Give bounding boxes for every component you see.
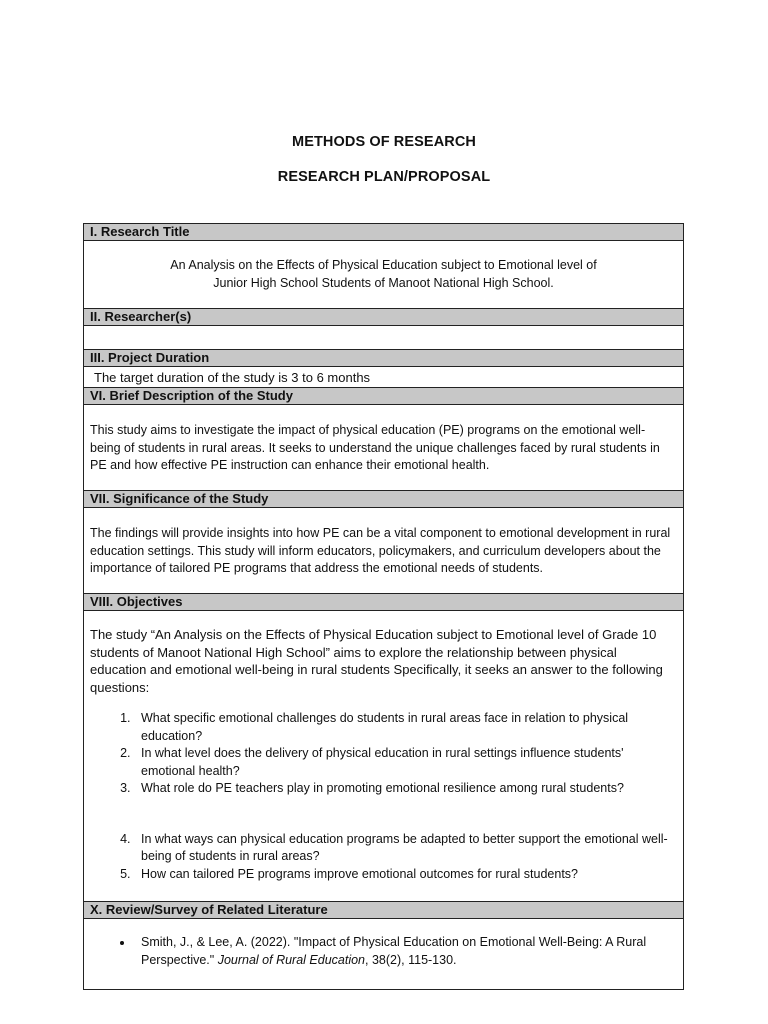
literature-heading: X. Review/Survey of Related Literature: [84, 902, 683, 919]
objectives-intro: The study “An Analysis on the Effects of Physical Education subject to Emotional level of Grade 10 students of Manoot National High School” aims to explore the relationship between physical education and emotional well-being in rural students Specifically, it seeks an answer to the following questions:: [90, 627, 663, 695]
literature-reference: [134, 934, 675, 969]
researchers-heading: II. Researcher(s): [84, 309, 683, 326]
research-title-line-1: An Analysis on the Effects of Physical Education subject to Emotional level of: [170, 258, 597, 272]
research-title-body: [84, 241, 683, 309]
brief-description-heading: VI. Brief Description of the Study: [84, 388, 683, 405]
research-title-heading: I. Research Title: [84, 224, 683, 241]
significance-body: [84, 508, 683, 594]
proposal-form: [83, 223, 684, 990]
reference-details: , 38(2), 115-130.: [365, 952, 457, 967]
brief-description-text: This study aims to investigate the impact of physical education (PE) programs on the emotional well-being of students in rural areas. It seeks to understand the unique challenges faced by rural students in PE and how effective PE instruction can enhance their emotional health.: [90, 423, 660, 472]
research-title-line-2: Junior High School Students of Manoot National High School.: [213, 275, 554, 290]
researchers-field[interactable]: [84, 326, 683, 350]
objective-question: 4. In what ways can physical education programs be adapted to better support the emotional well-being of students in rural areas?: [134, 831, 675, 866]
significance-heading: VII. Significance of the Study: [84, 491, 683, 508]
reference-journal: Journal of Rural Education: [217, 952, 366, 967]
brief-description-body: [84, 405, 683, 491]
objectives-question-list: [90, 710, 675, 883]
project-duration-heading: III. Project Duration: [84, 350, 683, 367]
course-title: METHODS OF RESEARCH: [292, 134, 476, 150]
literature-reference-list: [90, 934, 675, 969]
objectives-heading: VIII. Objectives: [84, 594, 683, 611]
objectives-body: [84, 611, 683, 902]
reference-authors: Smith, J., & Lee, A. (2022). "Impact of Physical Education on Emotional Well-Being: A Rural Perspective.": [141, 935, 647, 967]
objective-question: 1. What specific emotional challenges do students in rural areas face in relation to physical education?: [134, 710, 675, 745]
literature-body: [84, 919, 683, 989]
significance-text: The findings will provide insights into how PE can be a vital component to emotional development in rural education settings. This study will inform educators, policymakers, and curriculum developers about the importance of tailored PE programs that address the emotional needs of students.: [90, 526, 671, 575]
objective-question: 5. How can tailored PE programs improve emotional outcomes for rural students?: [134, 866, 675, 884]
objective-question: 3. What role do PE teachers play in promoting emotional resilience among rural students?: [134, 780, 675, 798]
document-title: RESEARCH PLAN/PROPOSAL: [277, 169, 491, 185]
project-duration-text: The target duration of the study is 3 to 6 months: [84, 367, 683, 388]
objective-question: 2. In what level does the delivery of physical education in rural settings influence students' emotional health?: [134, 745, 675, 780]
